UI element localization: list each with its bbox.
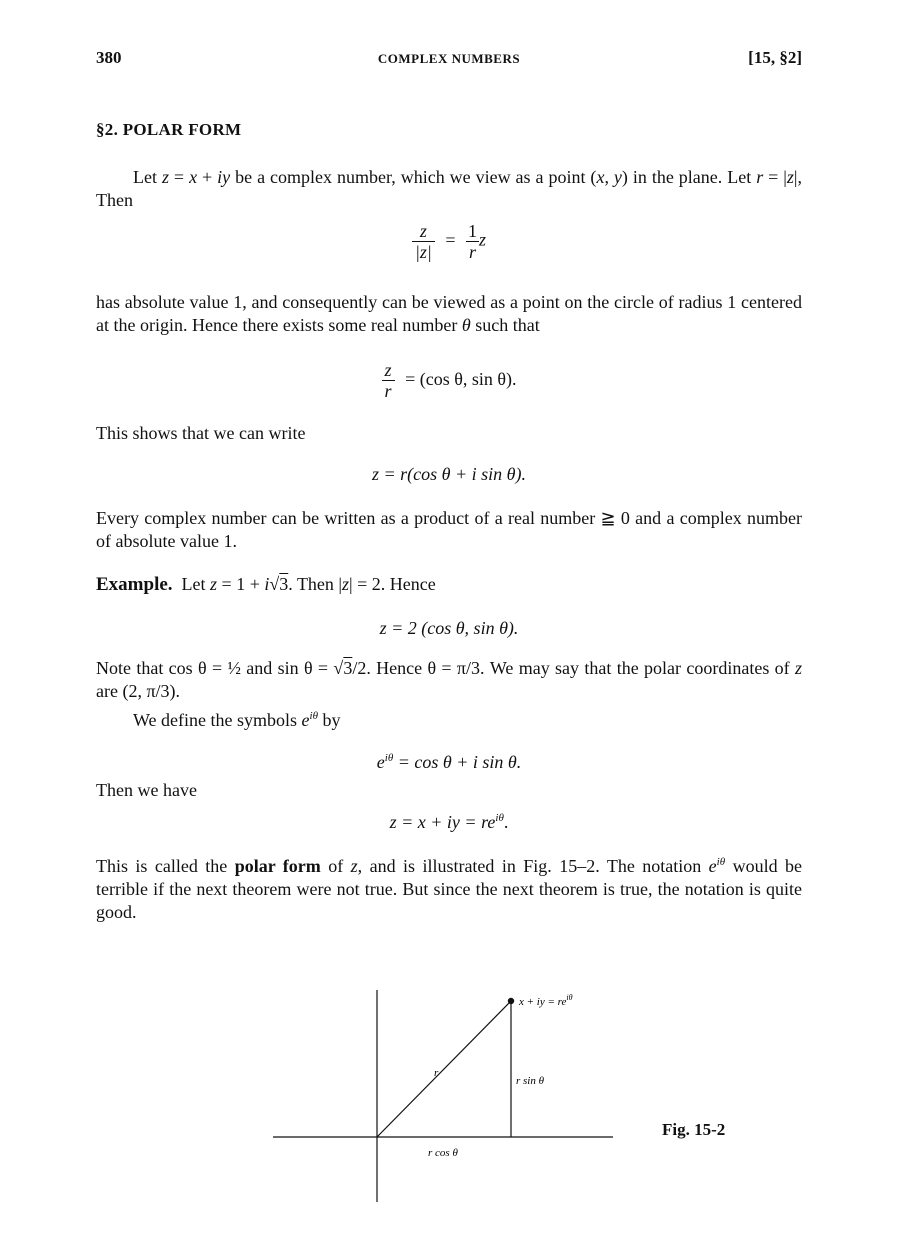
equation-polar: z = x + iy = $re^{i\theta}$. [389,812,509,832]
figure-caption: Fig. 15-2 [662,1120,726,1139]
section-reference: [15, §2] [748,48,802,67]
example-label: Example. [96,574,173,595]
paragraph-product: Every complex number can be written as a product of a real number ≧ 0 and a complex number of absolute value 1. [96,508,802,551]
radius-line [377,1001,511,1137]
paragraph-write: This shows that we can write [96,423,306,443]
paragraph-polar-form: This is called the polar form of z, and is illustrated in Fig. 15–2. The notation $e^{i\theta}$ would be terrible if the next theorem were not true. But since the next theorem is true, the notation is quite good. [96,856,802,922]
radius-label: r [434,1067,439,1079]
equation-normalized: $\frac{z}{|z|}$ = $\frac{1}{r}$ z [0,221,898,262]
vertical-component-label: r sin θ [516,1075,545,1087]
running-title: COMPLEX NUMBERS [377,51,521,66]
paragraph-note: Note that cos θ = ½ and sin θ = √3/2. Hence θ = π/3. We may say that the polar coordinates of z are (2, π/3). [96,658,803,701]
equation-euler: $e^{i\theta} = \cos \theta + i$ sin θ. [376,752,522,772]
paragraph-unit-circle: has absolute value 1, and consequently can be viewed as a point on the circle of radius 1 centered at the origin. Hence there exists some real number θ such that [96,292,802,335]
equation-direction: $\frac{z}{r}$ = (cos θ, sin θ). [0,360,898,401]
page-number: 380 [96,48,122,67]
equation-example: z = 2 (cos θ, sin θ). [379,618,519,638]
horizontal-component-label: r cos θ [428,1147,458,1159]
polar-form-figure [0,960,898,1220]
paragraph-intro: Let z = x + iy be a complex number, which we view as a point (x, y) in the plane. Let r = |z|, Then [96,167,803,210]
section-title: §2. POLAR FORM [96,120,242,139]
point-label: x + iy = $re^{i\theta}$ [519,993,573,1008]
paragraph-define: We define the symbols $e^{i\theta}$ by [133,710,341,730]
paragraph-then: Then we have [96,780,197,800]
point-marker [508,998,514,1004]
example-paragraph: Example. Let z = 1 + i√3. Then |z| = 2. Hence [96,574,436,595]
equation-trig-form: z = r(cos θ + i sin θ). [372,464,526,484]
